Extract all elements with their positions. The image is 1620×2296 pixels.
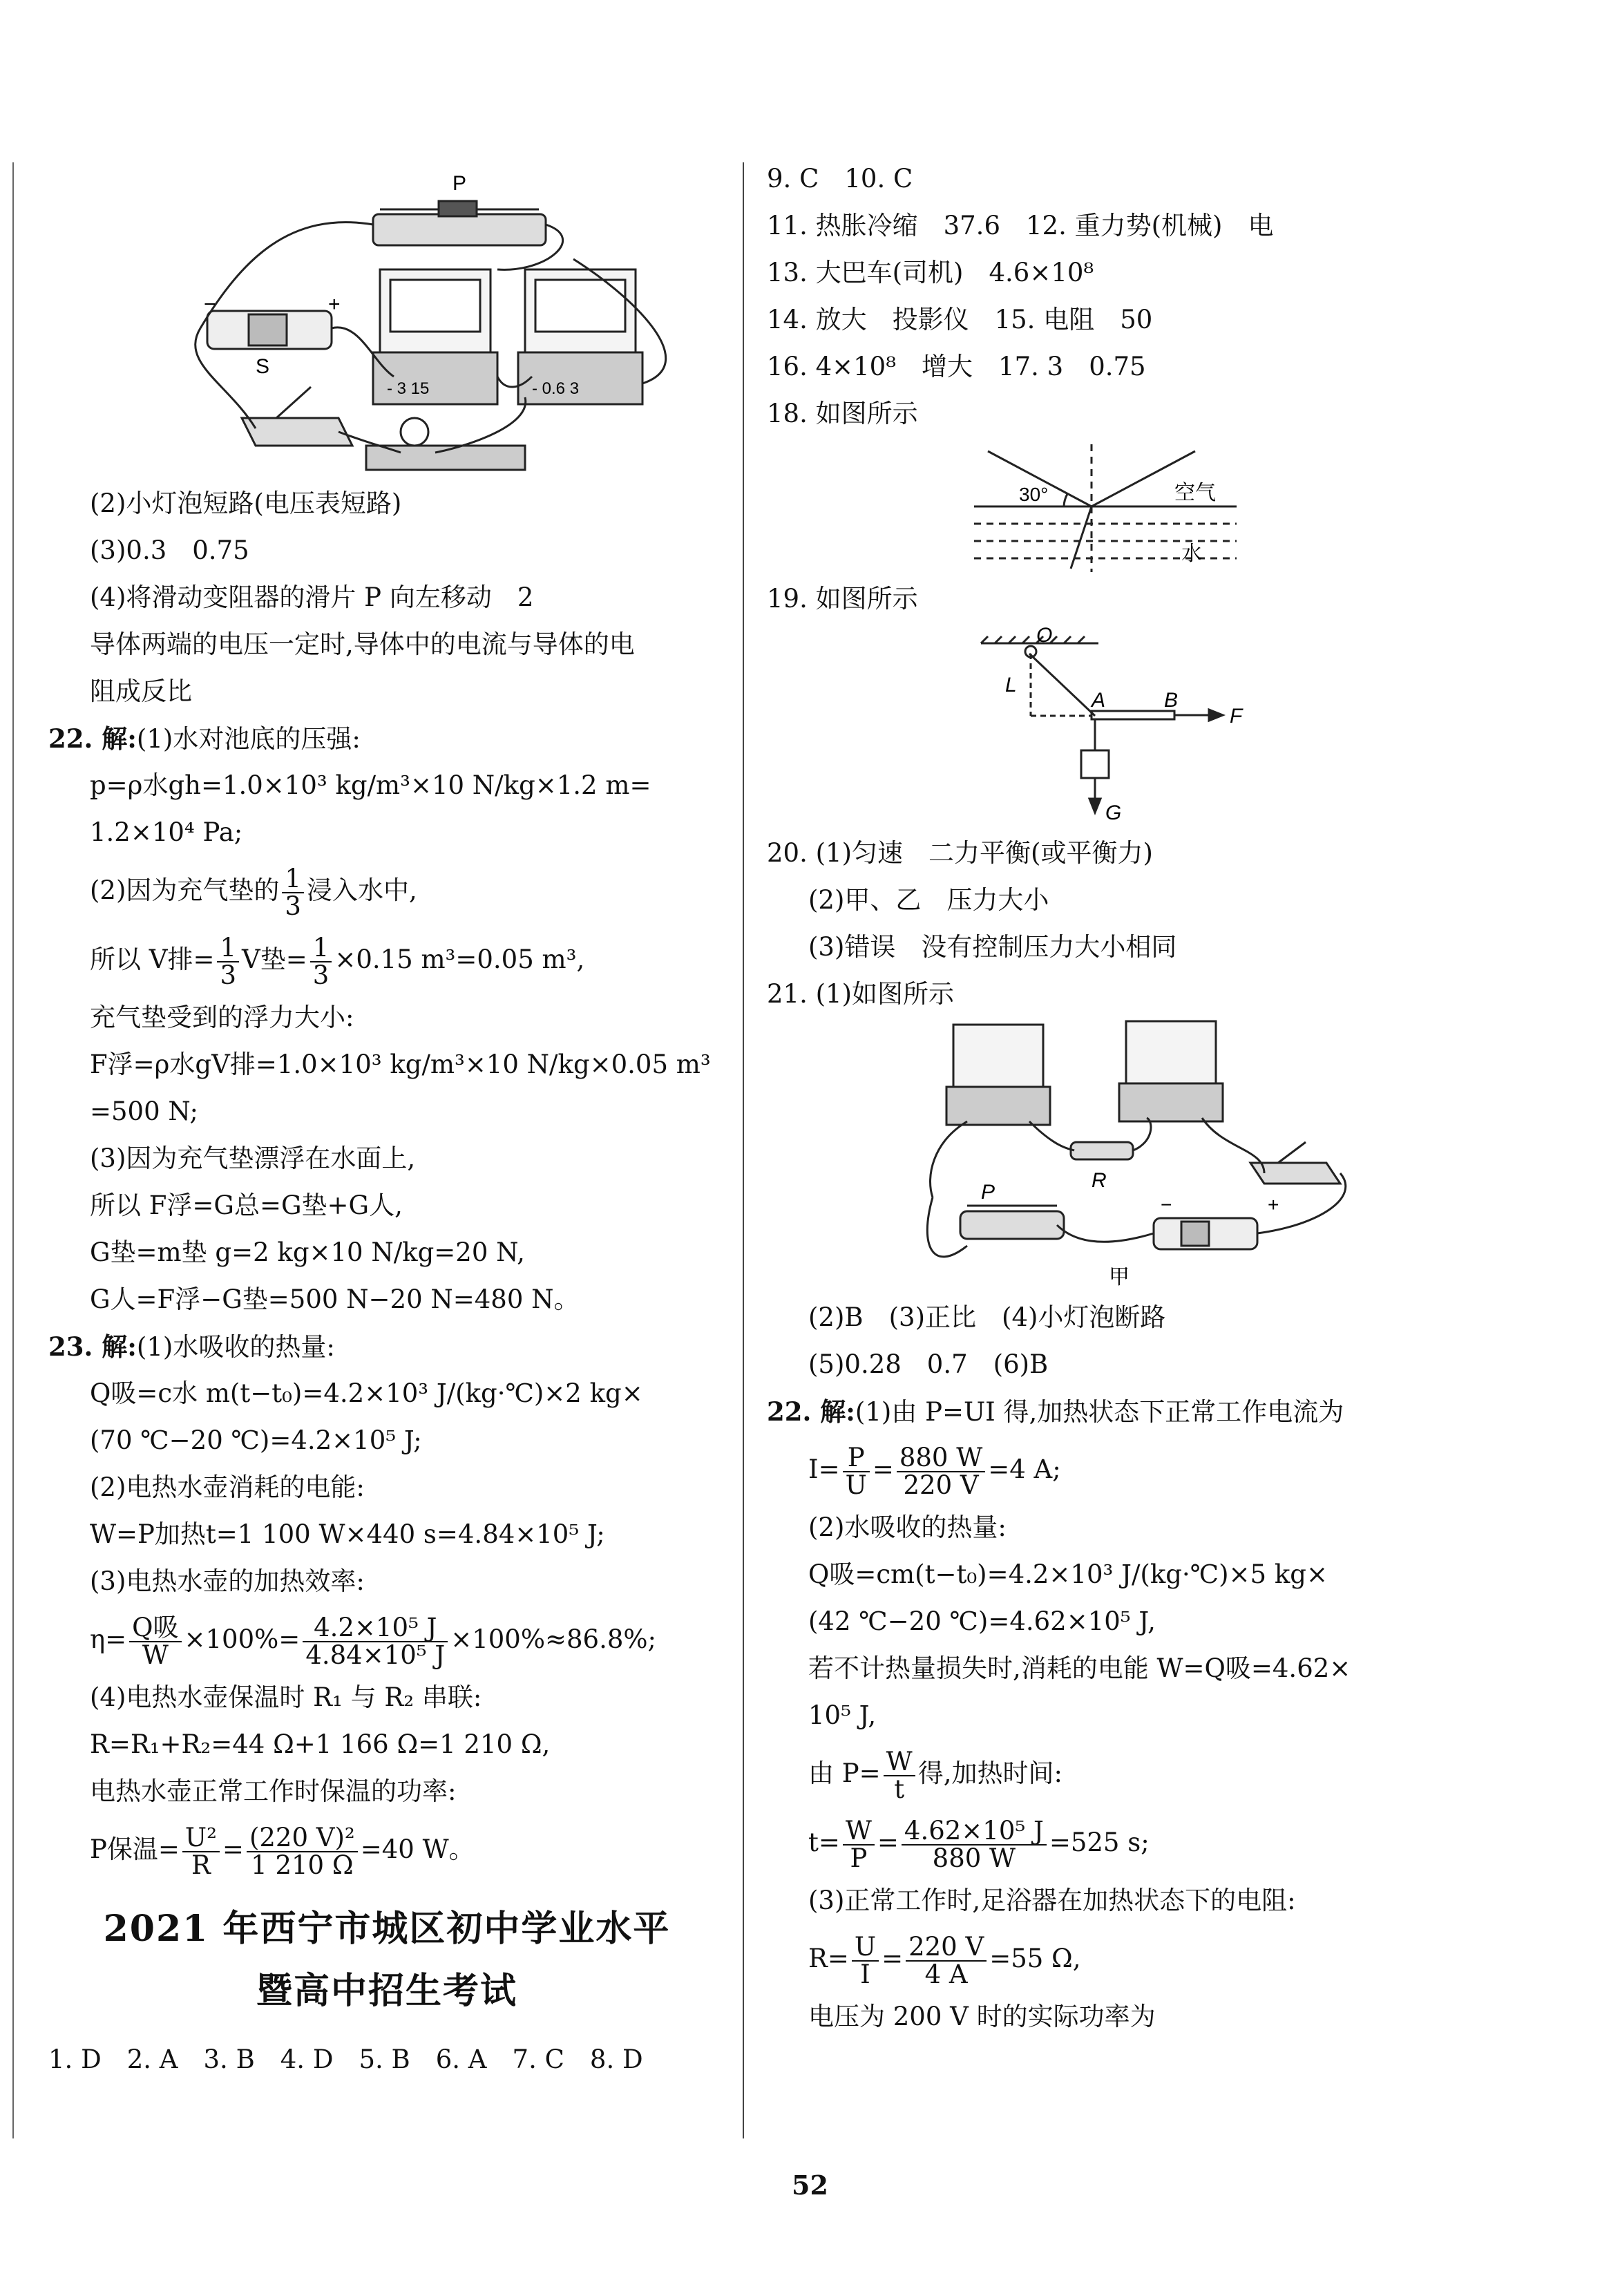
answer-11-12: 11. 热胀冷缩 37.6 12. 重力势(机械) 电 — [767, 211, 1274, 240]
answer-9-10: 9. C 10. C — [767, 164, 913, 193]
circuit-figure-2 — [767, 1018, 1547, 1294]
r-q22-head: 22. 解: — [767, 1396, 855, 1427]
exam-title-line1: 2021 年西宁市城区初中学业水平 — [103, 1908, 671, 1950]
q22-3b: G垫=m垫 g=2 kg×10 N/kg=20 N, — [90, 1237, 525, 1267]
q22-2a: (2)因为充气垫的 — [90, 875, 280, 905]
fig21-plus: + — [1268, 1194, 1279, 1215]
fraction-one-third-b: $\frac{1}{3}$ — [217, 935, 239, 989]
r-q22-2a: Q吸=cm(t−t₀)=4.2×10³ J/(kg·℃)×5 kg× — [808, 1559, 1328, 1589]
q21-4-conclusion: 导体两端的电压一定时,导体中的电流与导体的电 — [90, 629, 635, 659]
fig18-air: 空气 — [1174, 482, 1216, 504]
answer-13: 13. 大巴车(司机) 4.6×10⁸ — [767, 258, 1094, 287]
r-q22-power-formula: 由 P= $\frac{W}{t}$ 得,加热时间: — [808, 1746, 1062, 1804]
q23-2a: W=P加热t=1 100 W×440 s=4.84×10⁵ J; — [90, 1519, 605, 1549]
answer-21-5: (5)0.28 0.7 (6)B — [808, 1349, 1049, 1379]
q21-3: (3)0.3 0.75 — [90, 535, 249, 565]
fig1-battery-minus: − — [204, 293, 216, 316]
q23-4a: R=R₁+R₂=44 Ω+1 166 Ω=1 210 Ω, — [90, 1729, 551, 1759]
fig18-angle: 30° — [1019, 484, 1049, 505]
r-q22-2c: 若不计热量损失时,消耗的电能 W=Q吸=4.62× — [808, 1653, 1351, 1683]
r-q22-resistance-formula: R= $\frac{U}{I}$ = $\frac{220 V}{4 A}$ =55 Ω, — [808, 1931, 1081, 1989]
r-q22-1: (1)由 P=UI 得,加热状态下正常工作电流为 — [855, 1397, 1344, 1427]
fraction-one-third: $\frac{1}{3}$ — [282, 866, 304, 920]
answers-1-8: 1. D 2. A 3. B 4. D 5. B 6. A 7. C 8. D — [48, 2044, 643, 2074]
q23-3-efficiency-formula: η= $\frac{\text{Q吸}}{W}$ ×100%= $\frac{\text{4.2×10⁵ J}}{\text{4.84×10⁵ J}}$ ×100%≈86.8%; — [90, 1612, 657, 1670]
circuit-diagram-2 — [767, 1018, 1458, 1294]
lever-figure — [767, 623, 1547, 830]
fig19-g: G — [1105, 801, 1122, 824]
r-q22-2b: (42 ℃−20 ℃)=4.62×10⁵ J, — [808, 1606, 1156, 1636]
q23-head: 23. 解: — [48, 1331, 137, 1362]
q23-2: (2)电热水壶消耗的电能: — [90, 1472, 365, 1502]
circuit-figure-1 — [48, 155, 725, 480]
answer-19: 19. 如图所示 — [767, 584, 918, 614]
answer-20-2: (2)甲、乙 压力大小 — [808, 885, 1049, 915]
q23-1a: Q吸=c水 m(t−t₀)=4.2×10³ J/(kg·℃)×2 kg× — [90, 1378, 643, 1408]
fig18-water: 水 — [1181, 542, 1202, 565]
q21-4-conclusion-cont: 阻成反比 — [90, 676, 192, 706]
q22-2b: 浸入水中, — [306, 875, 417, 905]
q22-2h: =500 N; — [90, 1097, 198, 1126]
left-column — [48, 155, 725, 2083]
left-margin-rule — [12, 162, 14, 2138]
r-q22-3c: 电压为 200 V 时的实际功率为 — [808, 2002, 1156, 2031]
q22-2g: F浮=ρ水gV排=1.0×10³ kg/m³×10 N/kg×0.05 m³ — [90, 1050, 711, 1079]
refraction-diagram — [767, 437, 1458, 576]
answer-18: 18. 如图所示 — [767, 399, 918, 428]
q22-head: 22. 解: — [48, 723, 137, 754]
fig1-voltmeter-scale: - 3 15 — [387, 379, 430, 398]
q22-1: (1)水对池底的压强: — [136, 724, 361, 754]
q22-2d: V垫= — [242, 945, 307, 974]
answer-21-1: 21. (1)如图所示 — [767, 979, 955, 1009]
circuit-diagram-1 — [48, 155, 670, 480]
fraction-one-third-c: $\frac{1}{3}$ — [310, 935, 332, 989]
lever-diagram — [767, 623, 1458, 830]
q22-3: (3)因为充气垫漂浮在水面上, — [90, 1144, 416, 1173]
refraction-figure — [767, 437, 1547, 576]
r-q22-time-formula: t= $\frac{W}{P}$ = $\frac{\text{4.62×10⁵ J}}{880 W}$ =525 s; — [808, 1815, 1150, 1873]
answer-20-1: 20. (1)匀速 二力平衡(或平衡力) — [767, 838, 1153, 868]
answer-20-3: (3)错误 没有控制压力大小相同 — [808, 932, 1177, 962]
page-number: 52 — [792, 2170, 828, 2201]
q22-3a: 所以 F浮=G总=G垫+G人, — [90, 1190, 403, 1220]
r-q22-2: (2)水吸收的热量: — [808, 1512, 1007, 1542]
q21-2: (2)小灯泡短路(电压表短路) — [90, 488, 402, 518]
q23-3: (3)电热水壶的加热效率: — [90, 1566, 365, 1596]
r-q22-current-formula: I= $\frac{P}{U}$ = $\frac{880 W}{220 V}$ =4 A; — [808, 1442, 1061, 1500]
fig19-b: B — [1164, 689, 1179, 712]
q23-1b: (70 ℃−20 ℃)=4.2×10⁵ J; — [90, 1425, 422, 1455]
fig19-f: F — [1230, 705, 1243, 728]
q23-4-power-formula: P保温= $\frac{\text{U²}}{R}$ = $\frac{\text{(220 V)²}}{1 210 \Omega}$ =40 W。 — [90, 1822, 475, 1880]
q21-4: (4)将滑动变阻器的滑片 P 向左移动 2 — [90, 582, 534, 612]
q22-1a: p=ρ水gh=1.0×10³ kg/m³×10 N/kg×1.2 m= — [90, 770, 651, 800]
q22-3c: G人=F浮−G垫=500 N−20 N=480 N。 — [90, 1284, 580, 1314]
q23-4: (4)电热水壶保温时 R₁ 与 R₂ 串联: — [90, 1682, 482, 1712]
q22-2c: 所以 V排= — [90, 945, 215, 974]
fig1-battery-plus: + — [328, 293, 341, 316]
fig21-p: P — [981, 1181, 995, 1204]
fig19-a: A — [1092, 689, 1106, 712]
fig21-minus: − — [1161, 1194, 1172, 1215]
fig1-label-p: P — [452, 172, 467, 195]
right-column — [767, 155, 1547, 2040]
fig21-caption: 甲 — [1109, 1266, 1130, 1289]
q22-2f: 充气垫受到的浮力大小: — [90, 1003, 354, 1032]
column-divider — [743, 162, 744, 2138]
exam-title-line2: 暨高中招生考试 — [256, 1970, 517, 2012]
fig1-label-s: S — [256, 355, 270, 378]
q22-2e: ×0.15 m³=0.05 m³, — [334, 945, 585, 974]
r-q22-2d: 10⁵ J, — [808, 1700, 877, 1730]
q23-1: (1)水吸收的热量: — [136, 1332, 335, 1362]
fig21-r: R — [1092, 1169, 1107, 1192]
r-q22-3: (3)正常工作时,足浴器在加热状态下的电阻: — [808, 1886, 1296, 1915]
answer-16-17: 16. 4×10⁸ 增大 17. 3 0.75 — [767, 352, 1146, 381]
answer-21-2: (2)B (3)正比 (4)小灯泡断路 — [808, 1302, 1166, 1332]
fig19-l: L — [1005, 674, 1017, 696]
answer-14-15: 14. 放大 投影仪 15. 电阻 50 — [767, 305, 1153, 334]
q22-1b: 1.2×10⁴ Pa; — [90, 817, 243, 847]
fig1-ammeter-scale: - 0.6 3 — [532, 379, 580, 398]
q23-4b: 电热水壶正常工作时保温的功率: — [90, 1776, 457, 1806]
fig19-o: O — [1036, 624, 1053, 647]
